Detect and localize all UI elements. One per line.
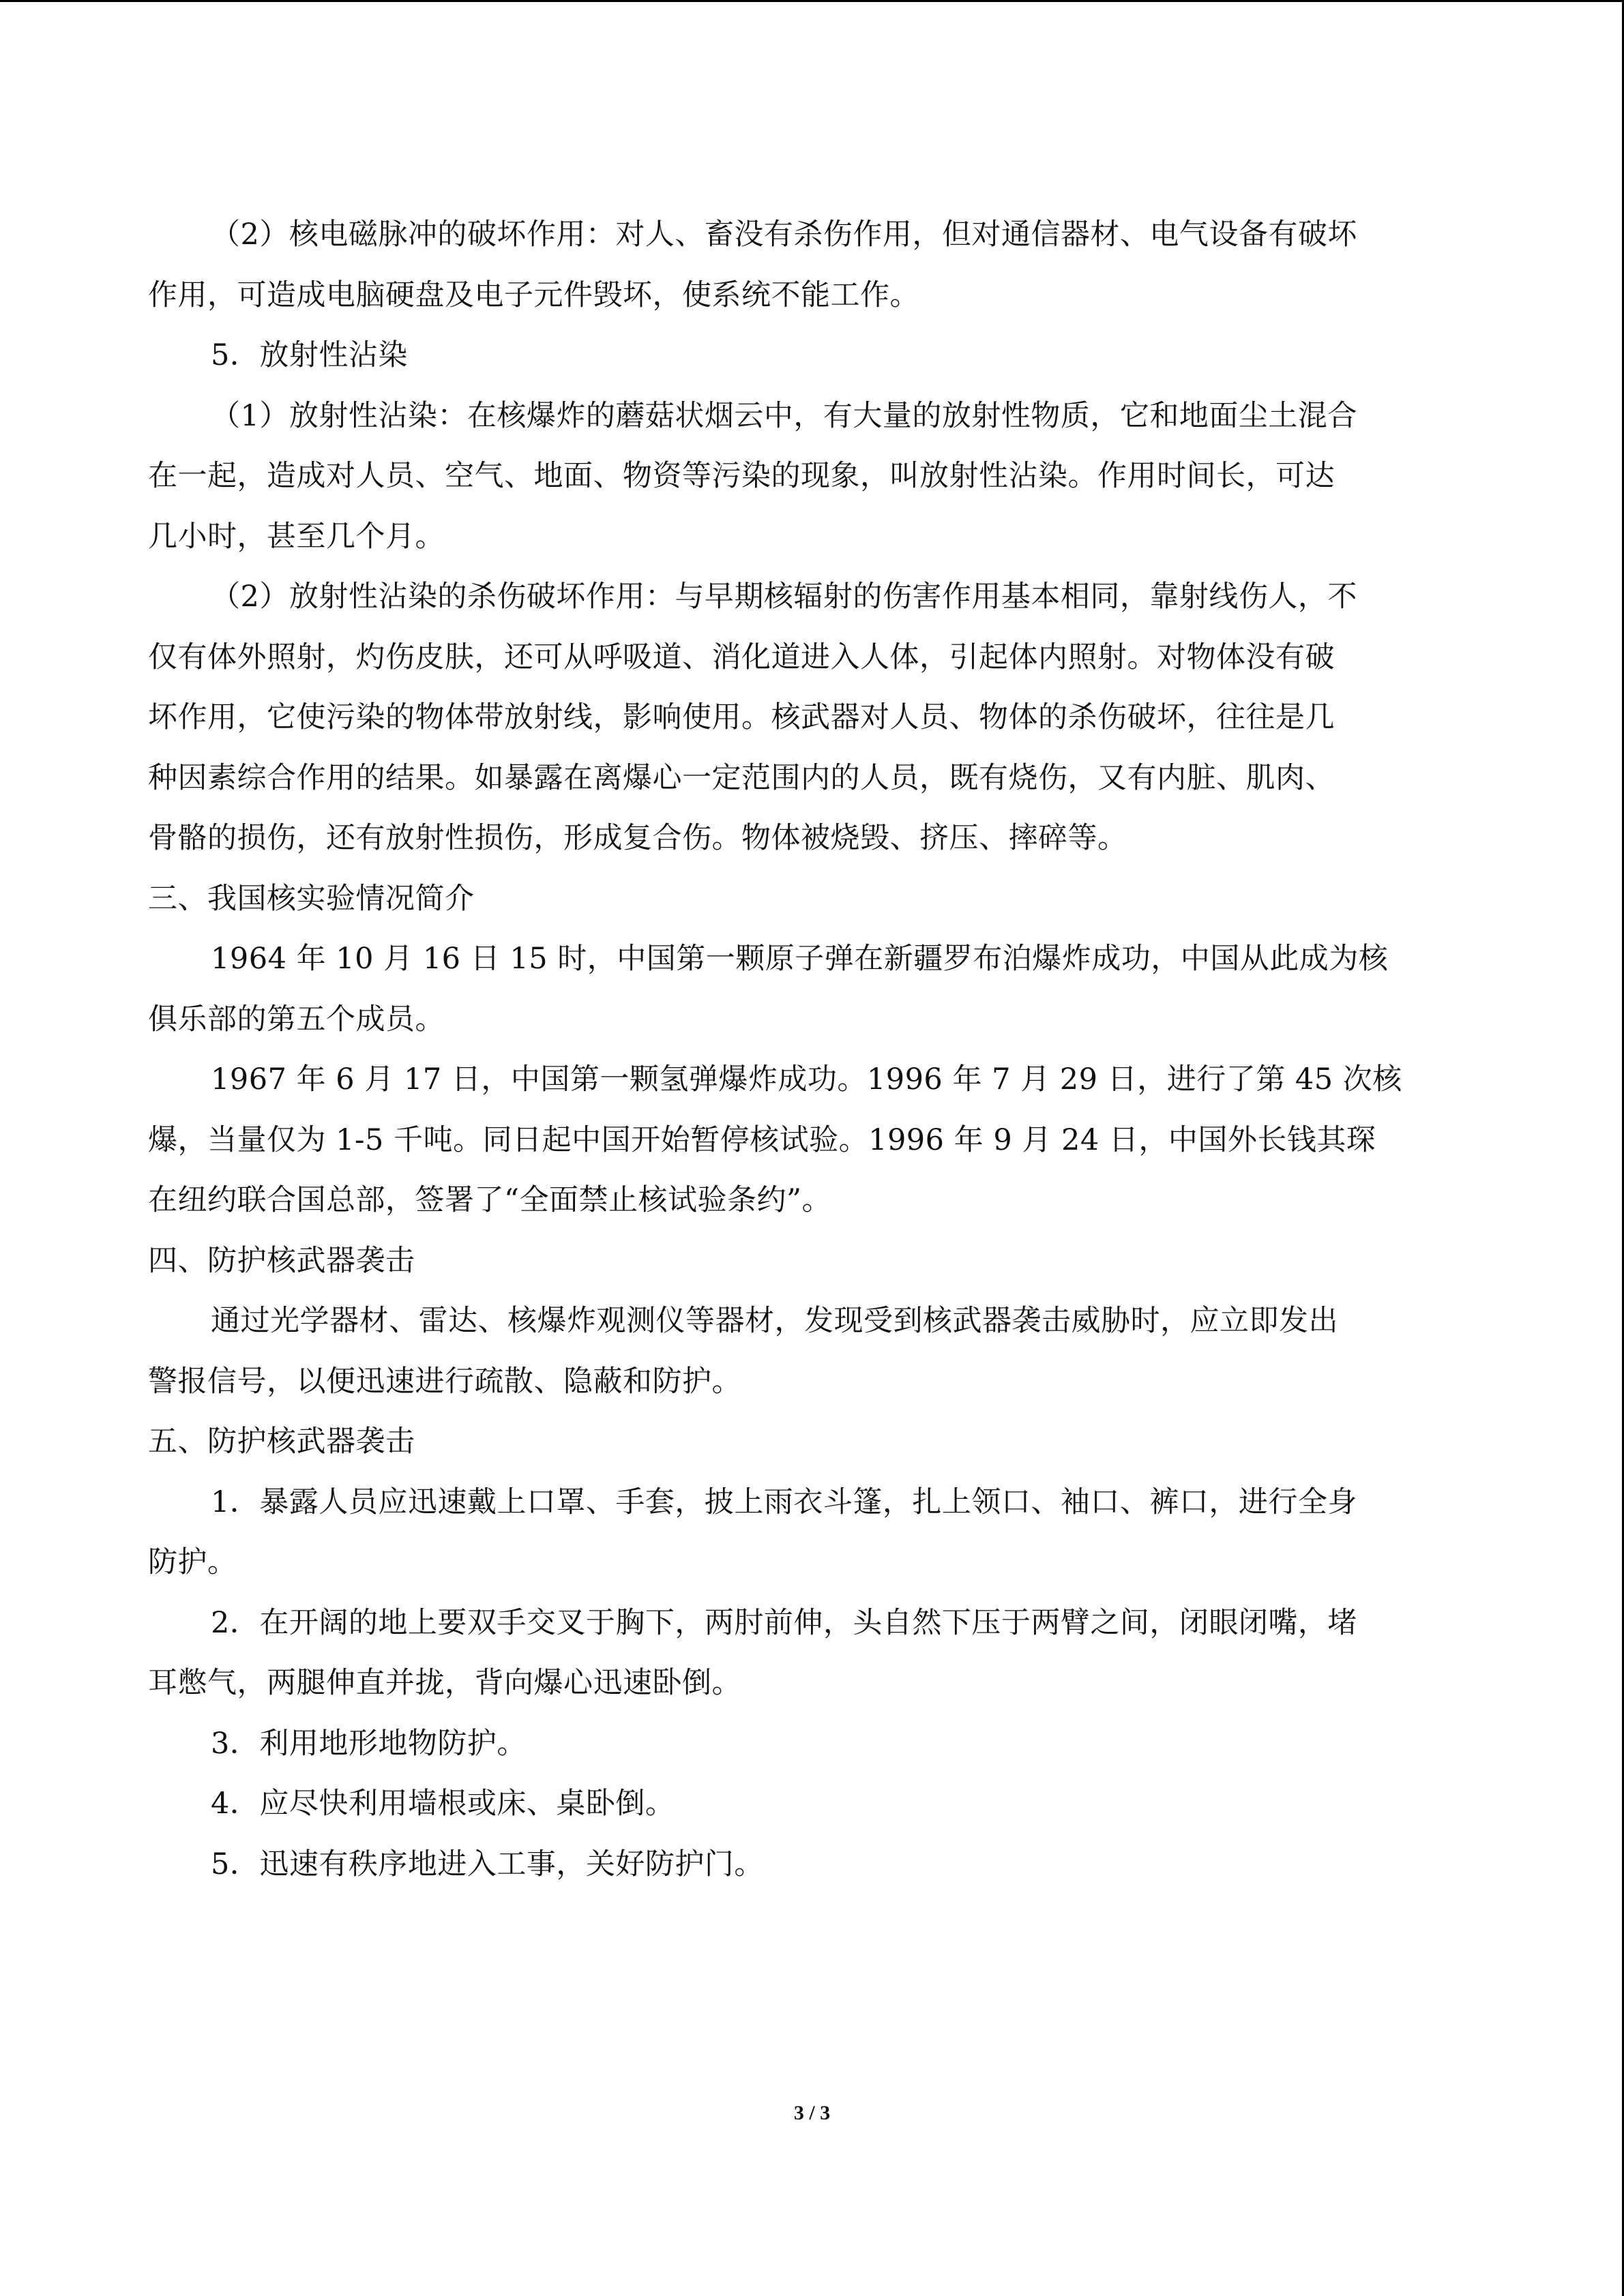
document-body [148,205,1478,1894]
paragraph-line: 种因素综合作用的结果。如暴露在离爆心一定范围内的人员，既有烧伤，又有内脏、肌肉、 [148,760,1335,795]
list-item: 5．迅速有秩序地进入工事，关好防护门。 [211,1847,764,1881]
section-heading: 四、防护核武器袭击 [148,1243,415,1278]
section-heading: 5．放射性沾染 [211,338,408,372]
paragraph-line: 仅有体外照射，灼伤皮肤，还可从呼吸道、消化道进入人体，引起体内照射。对物体没有破 [148,640,1335,674]
list-item: 1．暴露人员应迅速戴上口罩、手套，披上雨衣斗篷，扎上领口、袖口、裤口，进行全身 [211,1485,1357,1519]
paragraph-line: 骨骼的损伤，还有放射性损伤，形成复合伤。物体被烧毁、挤压、摔碎等。 [148,821,1127,855]
paragraph-line: 作用，可造成电脑硬盘及电子元件毁坏，使系统不能工作。 [148,278,919,312]
paragraph-line: （1）放射性沾染：在核爆炸的蘑菇状烟云中，有大量的放射性物质，它和地面尘土混合 [211,398,1357,433]
section-heading: 三、我国核实验情况简介 [148,881,475,916]
paragraph-line: 1964 年 10 月 16 日 15 时，中国第一颗原子弹在新疆罗布泊爆炸成功，中国从此成为核 [211,942,1389,976]
list-item: 4．应尽快利用墙根或床、桌卧倒。 [211,1787,675,1821]
paragraph-line: 坏作用，它使污染的物体带放射线，影响使用。核武器对人员、物体的杀伤破坏，往往是几 [148,700,1335,734]
paragraph-line: 1967 年 6 月 17 日，中国第一颗氢弹爆炸成功。1996 年 7 月 29 日，进行了第 45 次核 [211,1062,1402,1097]
paragraph-line: （2）放射性沾染的杀伤破坏作用：与早期核辐射的伤害作用基本相同，靠射线伤人，不 [211,580,1357,614]
paragraph-line: 在一起，造成对人员、空气、地面、物资等污染的现象，叫放射性沾染。作用时间长，可达 [148,459,1335,493]
page-number: 3 / 3 [793,2102,831,2124]
page-border-top [0,0,1624,2]
list-item: 耳憋气，两腿伸直并拢，背向爆心迅速卧倒。 [148,1666,741,1700]
paragraph-line: 在纽约联合国总部，签署了“全面禁止核试验条约”。 [148,1183,831,1217]
list-item: 2．在开阔的地上要双手交叉于胸下，两肘前伸，头自然下压于两臂之间，闭眼闭嘴，堵 [211,1605,1357,1640]
paragraph-line: 俱乐部的第五个成员。 [148,1002,445,1037]
paragraph-line: （2）核电磁脉冲的破坏作用：对人、畜没有杀伤作用，但对通信器材、电气设备有破坏 [211,218,1357,252]
paragraph-line: 爆，当量仅为 1-5 千吨。同日起中国开始暂停核试验。1996 年 9 月 24 日，中国外长钱其琛 [148,1122,1376,1157]
paragraph-line: 通过光学器材、雷达、核爆炸观测仪等器材，发现受到核武器袭击威胁时，应立即发出 [211,1304,1338,1338]
list-item: 3．利用地形地物防护。 [211,1726,527,1761]
section-heading: 五、防护核武器袭击 [148,1425,415,1459]
list-item: 防护。 [148,1545,237,1579]
paragraph-line: 警报信号，以便迅速进行疏散、隐蔽和防护。 [148,1364,741,1399]
paragraph-line: 几小时，甚至几个月。 [148,519,445,554]
